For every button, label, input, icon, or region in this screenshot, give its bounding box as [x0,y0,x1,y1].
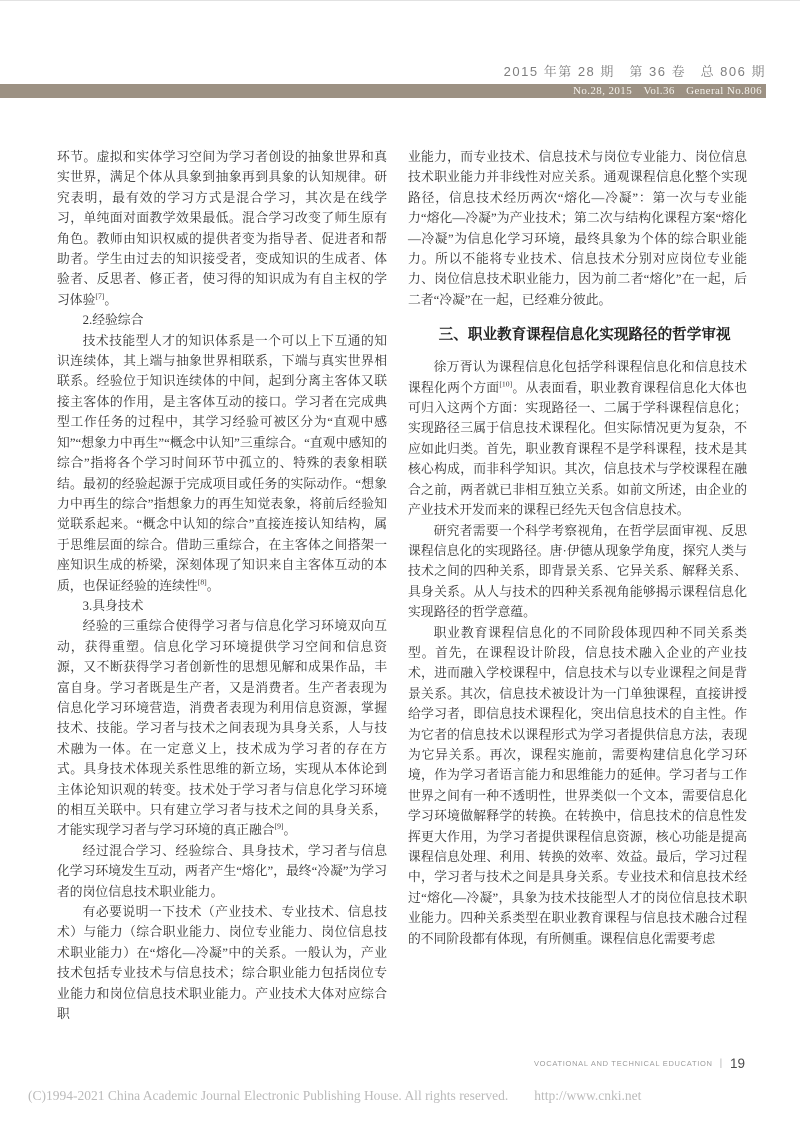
column-left [57,147,387,1024]
copyright-line [28,1088,641,1104]
paragraph: 技术技能型人才的知识体系是一个可以上下互通的知识连续体，其上端与抽象世界相联系，下端与真实世界相联系。经验位于知识连续体的中间，起到分离主客体又联接主客体的作用，是主客体互动的接口。学习者在完成典型工作任务的过程中，其学习经验可被区分为“直观中感知”“想象力中再生”“概念中认知”三重综合。“直观中感知的综合”指将各个学习时间环节中孤立的、特殊的表象相联结。最初的经验起源于完成项目或任务的实际动作。“想象力中再生的综合”指想象力的再生知觉表象，将前后经验知觉联系起来。“概念中认知的综合”直接连接认知结构，属于思维层面的综合。借助三重综合，在主客体之间搭架一座知识生成的桥梁，深刻体现了知识来自主客体互动的本质，也保证经验的连续性[8]。 [57,333,387,593]
paragraph-continued: 业能力，而专业技术、信息技术与岗位专业能力、岗位信息技术职业能力并非线性对应关系。通观课程信息化整个实现路径，信息技术经历两次“熔化—冷凝”：第一次与专业能力“熔化—冷凝”为产业技术；第二次与结构化课程方案“熔化—冷凝”为信息化学习环境，最终具象为个体的综合职业能力。所以不能将专业技术、信息技术分别对应岗位专业能力、岗位信息技术职业能力，因为前二者“熔化”在一起，后二者“冷凝”在一起，已经难分彼此。 [408,150,747,307]
journal-name-en: VOCATIONAL AND TECHNICAL EDUCATION [533,1059,713,1068]
paragraph: 经验的三重综合使得学习者与信息化学习环境双向互动，获得重塑。信息化学习环境提供学习空间和信息资源，又不断获得学习者创新性的思想见解和成果作品，丰富自身。学习者既是生产者，又是消费者。生产者表现为信息化学习环境营造，消费者表现为利用信息资源，掌握技术、技能。学习者与技术之间表现为具身关系，人与技术融为一体。在一定意义上，技术成为学习者的存在方式。具身技术体现关系性思维的新立场，实现从本体论到主体论知识观的转变。技术处于学习者与信息化学习环境的相互关联中。只有建立学习者与技术之间的具身关系，才能实现学习者与学习环境的真正融合[9]。 [57,619,387,838]
paragraph: 有必要说明一下技术（产业技术、专业技术、信息技术）与能力（综合职业能力、岗位专业能力、岗位信息技术职业能力）在“熔化—冷凝”中的关系。一般认为，产业技术包括专业技术与信息技术；综合职业能力包括岗位专业能力和岗位信息技术职业能力。产业技术大体对应综合职 [57,905,387,1022]
issue-line-cn: 2015 年第 28 期 第 36 卷 总 806 期 [503,64,766,79]
column-right [408,147,747,1024]
page-number: 19 [729,1056,745,1071]
paragraph: 研究者需要一个科学考察视角，在哲学层面审视、反思课程信息化的实现路径。唐·伊德从现象学角度，探究人类与技术之间的四种关系，即背景关系、它异关系、解释关系、具身关系。从人与技术的四种关系视角能够揭示课程信息化实现路径的哲学意蕴。 [408,523,747,620]
cnki-url[interactable]: http://www.cnki.net [534,1088,642,1103]
section-heading: 三、职业教育课程信息化实现路径的哲学审视 [438,327,731,344]
copyright-text: (C)1994-2021 China Academic Journal Electronic Publishing House. All rights reserved. [28,1088,509,1103]
paragraph-continued: 环节。虚拟和实体学习空间为学习者创设的抽象世界和真实世界，满足个体从具象到抽象再到具象的认知规律。研究表明，最有效的学习方式是混合学习，其次是在线学习，单纯面对面教学效果最低。混合学习改变了师生原有角色。教师由知识权威的提供者变为指导者、促进者和帮助者。学生由过去的知识接受者，变成知识的生成者、体验者、反思者、修正者，使习得的知识成为有自主权的学习体验[7]。 [57,150,387,307]
paragraph: 职业教育课程信息化的不同阶段体现四种不同关系类型。首先，在课程设计阶段，信息技术融入企业的产业技术，进而融入学校课程中，信息技术与以专业课程之间是背景关系。其次，信息技术被设计为一门单独课程，直接讲授给学习者，即信息技术课程化，突出信息技术的自主性。作为它者的信息技术以课程形式为学习者提供信息方法，表现为它异关系。再次，课程实施前，需要构建信息化学习环境，作为学习者语言能力和思维能力的延伸。学习者与工作世界之间有一种不透明性，世界类似一个文本，需要信息化学习环境做解释学的转换。在转换中，信息技术的信息性发挥更大作用，为学习者提供课程信息资源，核心功能是提高课程信息处理、利用、转换的效率、效益。最后，学习过程中，学习者与技术之间是具身关系。专业技术和信息技术经过“熔化—冷凝”，具象为技术技能型人才的岗位信息技术职业能力。四种关系类型在职业教育课程与信息技术融合过程的不同阶段都有体现，有所侧重。课程信息化需要考虑 [408,625,747,946]
subheading-experience-synthesis: 2.经验综合 [82,313,144,328]
issue-line-en: No.28, 2015 Vol.36 General No.806 [573,85,762,97]
footer-separator: | [719,1058,723,1069]
paragraph: 经过混合学习、经验综合、具身技术，学习者与信息化学习环境发生互动，两者产生“熔化”，最终“冷凝”为学习者的岗位信息技术职业能力。 [57,843,387,899]
paragraph: 徐万胥认为课程信息化包括学科课程信息化和信息技术课程化两个方面[10]。从表面看，职业教育课程信息化大体也可归入这两个方面：实现路径一、二属于学科课程信息化；实现路径三属于信息技术课程化。但实际情况更为复杂，不应如此归类。首先，职业教育课程不是学科课程，技术是其核心构成，而非科学知识。其次，信息技术与学校课程在融合之前，两者就已非相互独立关系。如前文所述，由企业的产业技术开发而来的课程已经先天包含信息技术。 [408,360,748,518]
article-body [57,147,747,1024]
issue-bar [0,84,766,98]
subheading-embodied-technology: 3.具身技术 [82,598,144,613]
journal-footer [534,1056,745,1071]
page-scan-edge [0,0,800,1]
